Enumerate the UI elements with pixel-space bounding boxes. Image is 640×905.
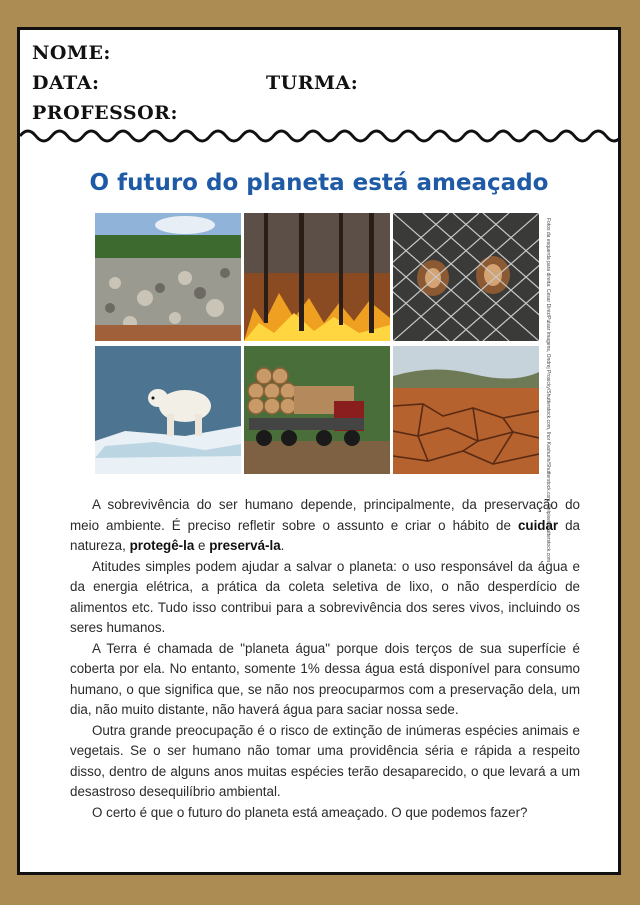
paragraph-4: Outra grande preocupação é o risco de extinção de inúmeras espécies animais e vegetais. Se o ser humano não tomar uma providência séria e rápida a respeito disso, dentro de alguns anos muitas espécies terão desaparecido, o que levará a um desastroso desequilíbrio ambiental.	[70, 722, 580, 799]
data-label: DATA:	[32, 72, 100, 94]
forest-fire-photo	[244, 213, 390, 341]
nome-label: NOME:	[32, 42, 111, 64]
polar-bear-photo	[95, 346, 241, 474]
header-fields	[20, 30, 618, 145]
photo-credit: Fotos da esquerda para direita: Cesar Diniz/Pulsar Imagens, Ondrej Prosicky/Shutterstock.com, Ihor Kashurin/Shutterstock.com, Delpixel/Shutterstock.com	[545, 218, 551, 563]
worksheet-page	[17, 27, 621, 875]
wavy-divider	[20, 122, 618, 146]
caged-monkeys-photo	[393, 213, 539, 341]
article-body	[70, 495, 580, 823]
paragraph-5: O certo é que o futuro do planeta está ameaçado. O que podemos fazer?	[92, 804, 528, 820]
landfill-photo	[95, 213, 241, 341]
professor-label: PROFESSOR:	[32, 102, 178, 124]
photo-grid	[95, 213, 540, 477]
drought-photo	[393, 346, 539, 474]
paragraph-2: Atitudes simples podem ajudar a salvar o planeta: o uso responsável da água e da energia elétrica, a prática da coleta seletiva de lixo, o não desperdício de alimentos etc. Tudo isso contribui para a sobrevivência dos seres vivos, incluindo os seres humanos.	[70, 558, 580, 635]
paragraph-3: A Terra é chamada de "planeta água" porque dois terços de sua superfície é coberta por ela. No entanto, somente 1% dessa água está disponível para consumo humano, o que significa que, se não nos preocuparmos com a preservação dela, um dia, não muito distante, não haverá água para saciar nossa sede.	[70, 640, 580, 717]
article-title: O futuro do planeta está ameaçado	[89, 170, 549, 196]
paragraph-1: A sobrevivência do ser humano depende, principalmente, da preservação do meio ambiente. É preciso refletir sobre o assunto e criar o hábito de cuidar da natureza, protegê-la e preservá-la.	[70, 497, 580, 553]
logging-truck-photo	[244, 346, 390, 474]
turma-label: TURMA:	[266, 72, 359, 94]
